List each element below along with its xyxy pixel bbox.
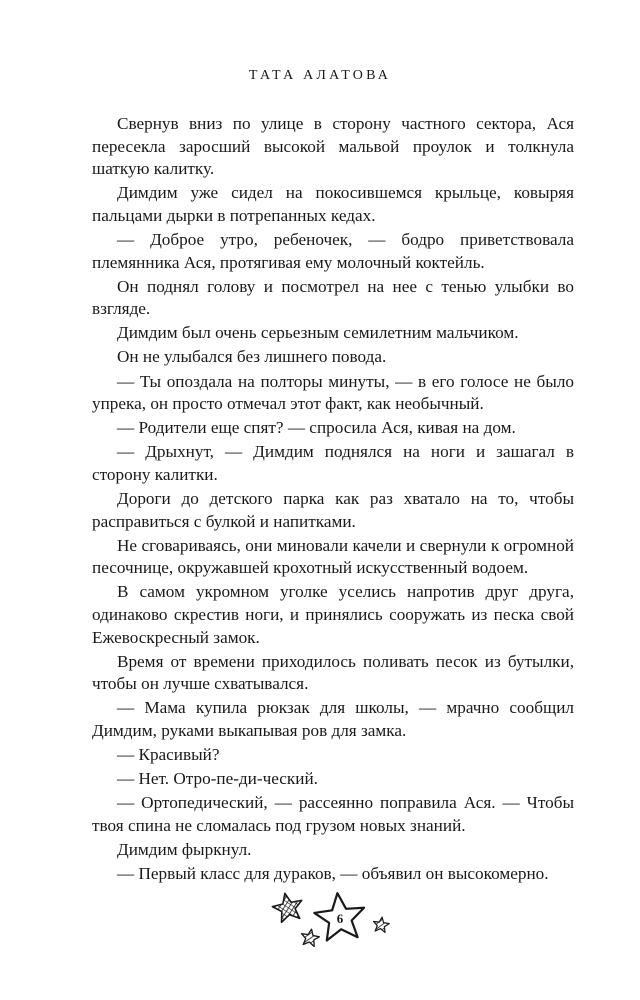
patterned-star-icon	[270, 890, 305, 923]
running-header: ТАТА АЛАТОВА	[248, 68, 392, 83]
paragraph: Димдим фыркнул.	[117, 839, 252, 859]
paragraph: В самом укромном уголке уселись напротив друг друга, одинаково скрестив ноги, и принялись сооружать из песка свой Ежевоскресный замок.	[92, 582, 574, 647]
paragraph: Свернув вниз по улице в сторону частного сектора, Ася пересекла заросший высокой мальвой проулок и толкнула шаткую калитку.	[92, 114, 574, 179]
body-text	[92, 113, 574, 887]
paragraph: Он поднял голову и посмотрел на нее с тенью улыбки во взгляде.	[92, 276, 574, 319]
paragraph: — Нет. Отро-пе-ди-ческий.	[117, 769, 318, 789]
paragraph: — Первый класс для дураков, — объявил он высокомерно.	[117, 864, 549, 883]
paragraph: — Мама купила рюкзак для школы, — мрачно сообщил Димдим, руками выкапывая ров для замка.	[92, 698, 574, 740]
paragraph: — Красивый?	[117, 745, 220, 765]
paragraph: — Дрыхнут, — Димдим поднялся на ноги и зашагал в сторону калитки.	[92, 442, 574, 484]
paragraph: Не сговариваясь, они миновали качели и свернули к огромной песочнице, окружавшей крохотный искусственный водоем.	[92, 535, 574, 578]
page-number: 6	[336, 911, 344, 926]
stars-ornament-icon	[258, 888, 398, 960]
paragraph: — Ортопедический, — рассеянно поправила Ася. — Чтобы твоя спина не сломалась под грузом новых знаний.	[92, 793, 574, 835]
patterned-star-icon	[300, 928, 321, 947]
paragraph: — Ты опоздала на полторы минуты, — в его голосе не было упрека, он просто отмечал этот факт, как необычный.	[92, 371, 574, 414]
paragraph: Димдим уже сидел на покосившемся крыльце, ковыряя пальцами дырки в потрепанных кедах.	[92, 183, 574, 225]
paragraph: Он не улыбался без лишнего повода.	[117, 347, 387, 367]
paragraph: Время от времени приходилось поливать песок из бутылки, чтобы он лучше схватывался.	[92, 651, 574, 694]
paragraph: — Доброе утро, ребеночек, — бодро приветствовала племянника Ася, протягивая ему молочный коктейль.	[92, 229, 574, 272]
paragraph: — Родители еще спят? — спросила Ася, кивая на дом.	[117, 418, 516, 438]
paragraph: Дороги до детского парка как раз хватало на то, чтобы расправиться с булкой и напитками.	[92, 489, 574, 531]
patterned-star-icon	[372, 916, 390, 933]
paragraph: Димдим был очень серьезным семилетним мальчиком.	[117, 323, 519, 343]
